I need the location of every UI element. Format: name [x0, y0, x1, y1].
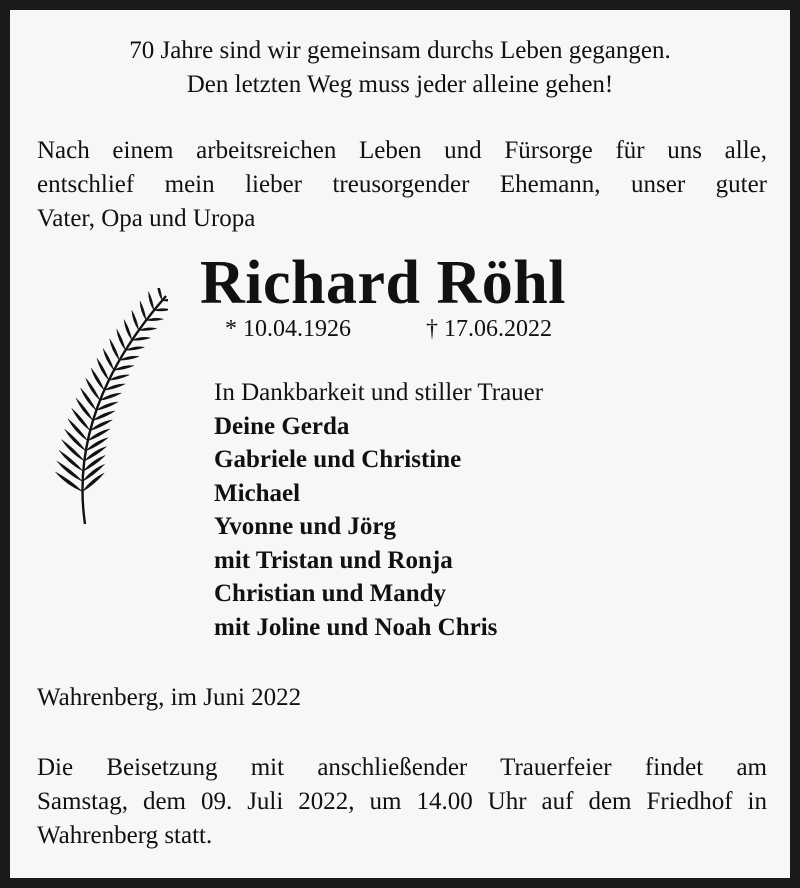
mourner-6: Christian und Mandy [214, 580, 447, 607]
funeral-info [37, 751, 767, 853]
epigraph-line-2: Den letzten Weg muss jeder alleine gehen! [186, 71, 614, 98]
mourner-1: Deine Gerda [214, 412, 350, 440]
mourner-4: Yvonne und Jörg [214, 513, 396, 540]
funeral-line-3: Wahrenberg statt. [37, 822, 213, 849]
epigraph-line-1: 70 Jahre sind wir gemeinsam durchs Leben gegangen. [129, 37, 671, 64]
intro-line-1: Nach einem arbeitsreichen Leben und Fürsorge für uns alle, [37, 137, 767, 164]
mourning-intro: In Dankbarkeit und stiller Trauer [214, 379, 544, 406]
funeral-line-1: Die Beisetzung mit anschließender Trauerfeier findet am [37, 754, 767, 781]
mourner-7: mit Joline und Noah Chris [214, 613, 498, 641]
place-date: Wahrenberg, im Juni 2022 [37, 684, 302, 711]
intro-text [37, 134, 767, 236]
mourner-3: Michael [214, 479, 301, 507]
epigraph [10, 34, 790, 102]
mourner-2: Gabriele und Christine [214, 446, 462, 473]
mourning-section [214, 376, 543, 644]
deceased-name: Richard Röhl [200, 249, 566, 317]
obituary-notice [10, 10, 790, 878]
birth-date: * 10.04.1926 [225, 316, 351, 342]
death-date: † 17.06.2022 [426, 316, 552, 342]
fern-leaf-icon [38, 288, 168, 528]
intro-line-3: Vater, Opa und Uropa [37, 205, 256, 232]
intro-line-2: entschlief mein lieber treusorgender Ehemann, unser guter [37, 171, 767, 198]
funeral-line-2: Samstag, dem 09. Juli 2022, um 14.00 Uhr auf dem Friedhof in [37, 788, 767, 815]
mourner-5: mit Tristan und Ronja [214, 546, 453, 574]
